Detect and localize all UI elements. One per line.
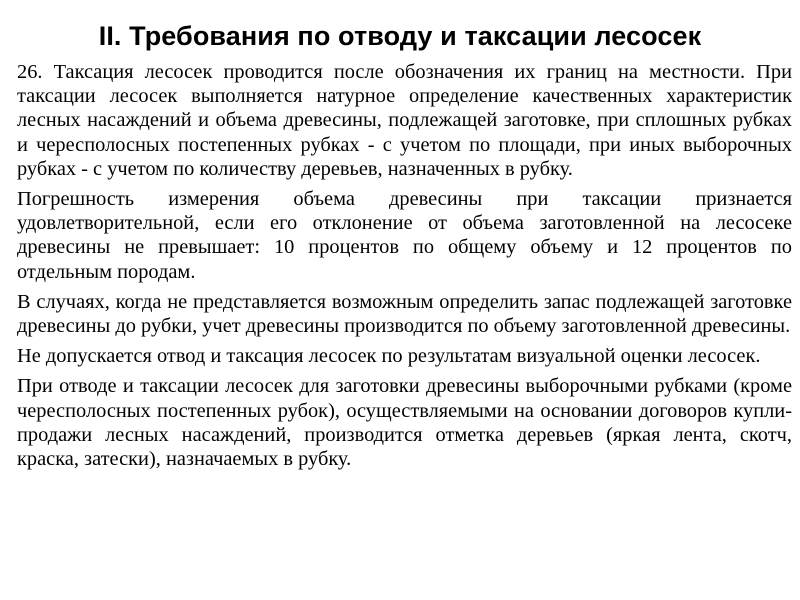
paragraph-visual-assessment: Не допускается отвод и таксация лесосек по результатам визуальной оценки лесосек. xyxy=(17,345,761,368)
slide-body xyxy=(17,60,792,477)
paragraph-volume-accounting: В случаях, когда не представляется возможным определить запас подлежащей заготовке древесины до рубки, учет древесины производится по объему заготовленной древесины. xyxy=(17,290,792,338)
paragraph-clause-26: 26. Таксация лесосек проводится после обозначения их границ на местности. При таксации лесосек выполняется натурное определение качественных характеристик лесных насаждений и объема древесины, подлежащей заготовке, при сплошных рубках и чересполосных постепенных рубках - с учетом по площади, при иных выборочных рубках - с учетом по количеству деревьев, назначенных в рубку. xyxy=(17,61,792,180)
slide-title: II. Требования по отводу и таксации лесосек xyxy=(98,21,702,51)
paragraph-tree-marking: При отводе и таксации лесосек для заготовки древесины выборочными рубками (кроме чересполосных постепенных рубок), осуществляемыми на основании договоров купли-продажи лесных насаждений, производится отметка деревьев (яркая лента, скотч, краска, затески), назначаемых в рубку. xyxy=(17,375,792,471)
paragraph-measurement-error: Погрешность измерения объема древесины при таксации признается удовлетворительной, если его отклонение от объема заготовленной на лесосеке древесины не превышает: 10 процентов по общему объему и 12 процентов по отдельным породам. xyxy=(17,188,792,283)
